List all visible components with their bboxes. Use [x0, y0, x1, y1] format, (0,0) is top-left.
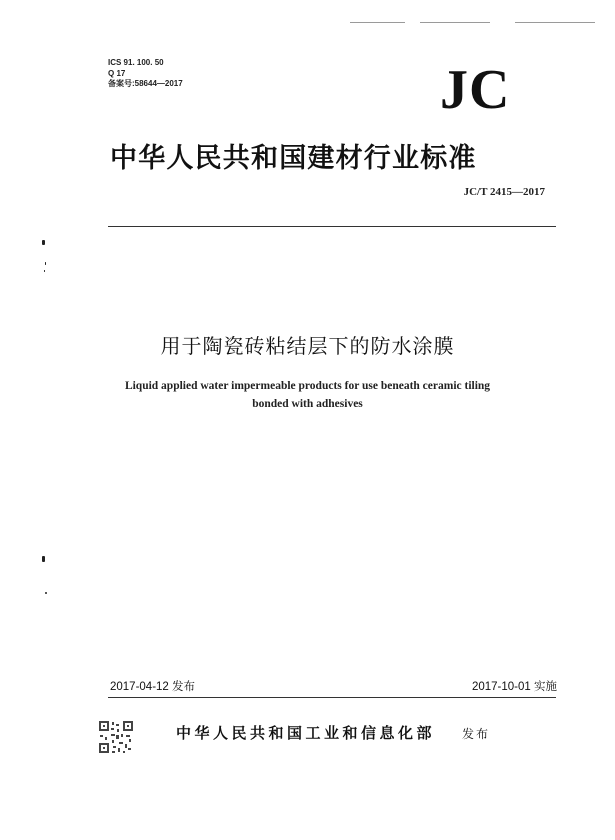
- top-scan-dash: [515, 22, 595, 23]
- top-scan-dash: [350, 22, 405, 23]
- scan-speck: [45, 262, 46, 265]
- qr-code-icon: [96, 718, 136, 756]
- issue-date: 2017-04-12 发布: [110, 681, 196, 693]
- header-divider: [108, 226, 556, 227]
- scan-speck: [44, 270, 45, 272]
- issuing-action: 发布: [462, 727, 491, 741]
- footer-divider: [108, 697, 556, 698]
- top-scan-dash: [420, 22, 490, 23]
- document-title-english-line1: Liquid applied water impermeable products for use beneath ceramic tiling: [124, 380, 491, 392]
- ics-number: ICS 91. 100. 50: [108, 58, 164, 67]
- issuing-authority: 中华人民共和国工业和信息化部: [176, 724, 436, 742]
- implementation-date: 2017-10-01 实施: [471, 681, 557, 693]
- filing-number: 备案号:58644—2017: [108, 79, 183, 88]
- ccs-number: Q 17: [108, 69, 126, 78]
- jc-logo: JC: [440, 59, 511, 121]
- scan-speck: [42, 240, 45, 245]
- standard-category-title: 中华人民共和国建材行业标准: [110, 143, 477, 174]
- scan-speck: [42, 556, 45, 562]
- standard-code: JC/T 2415—2017: [463, 186, 545, 198]
- document-title-english-line2: bonded with adhesives: [252, 398, 363, 410]
- scan-speck: [45, 592, 47, 594]
- document-title-chinese: 用于陶瓷砖粘结层下的防水涂膜: [160, 334, 455, 358]
